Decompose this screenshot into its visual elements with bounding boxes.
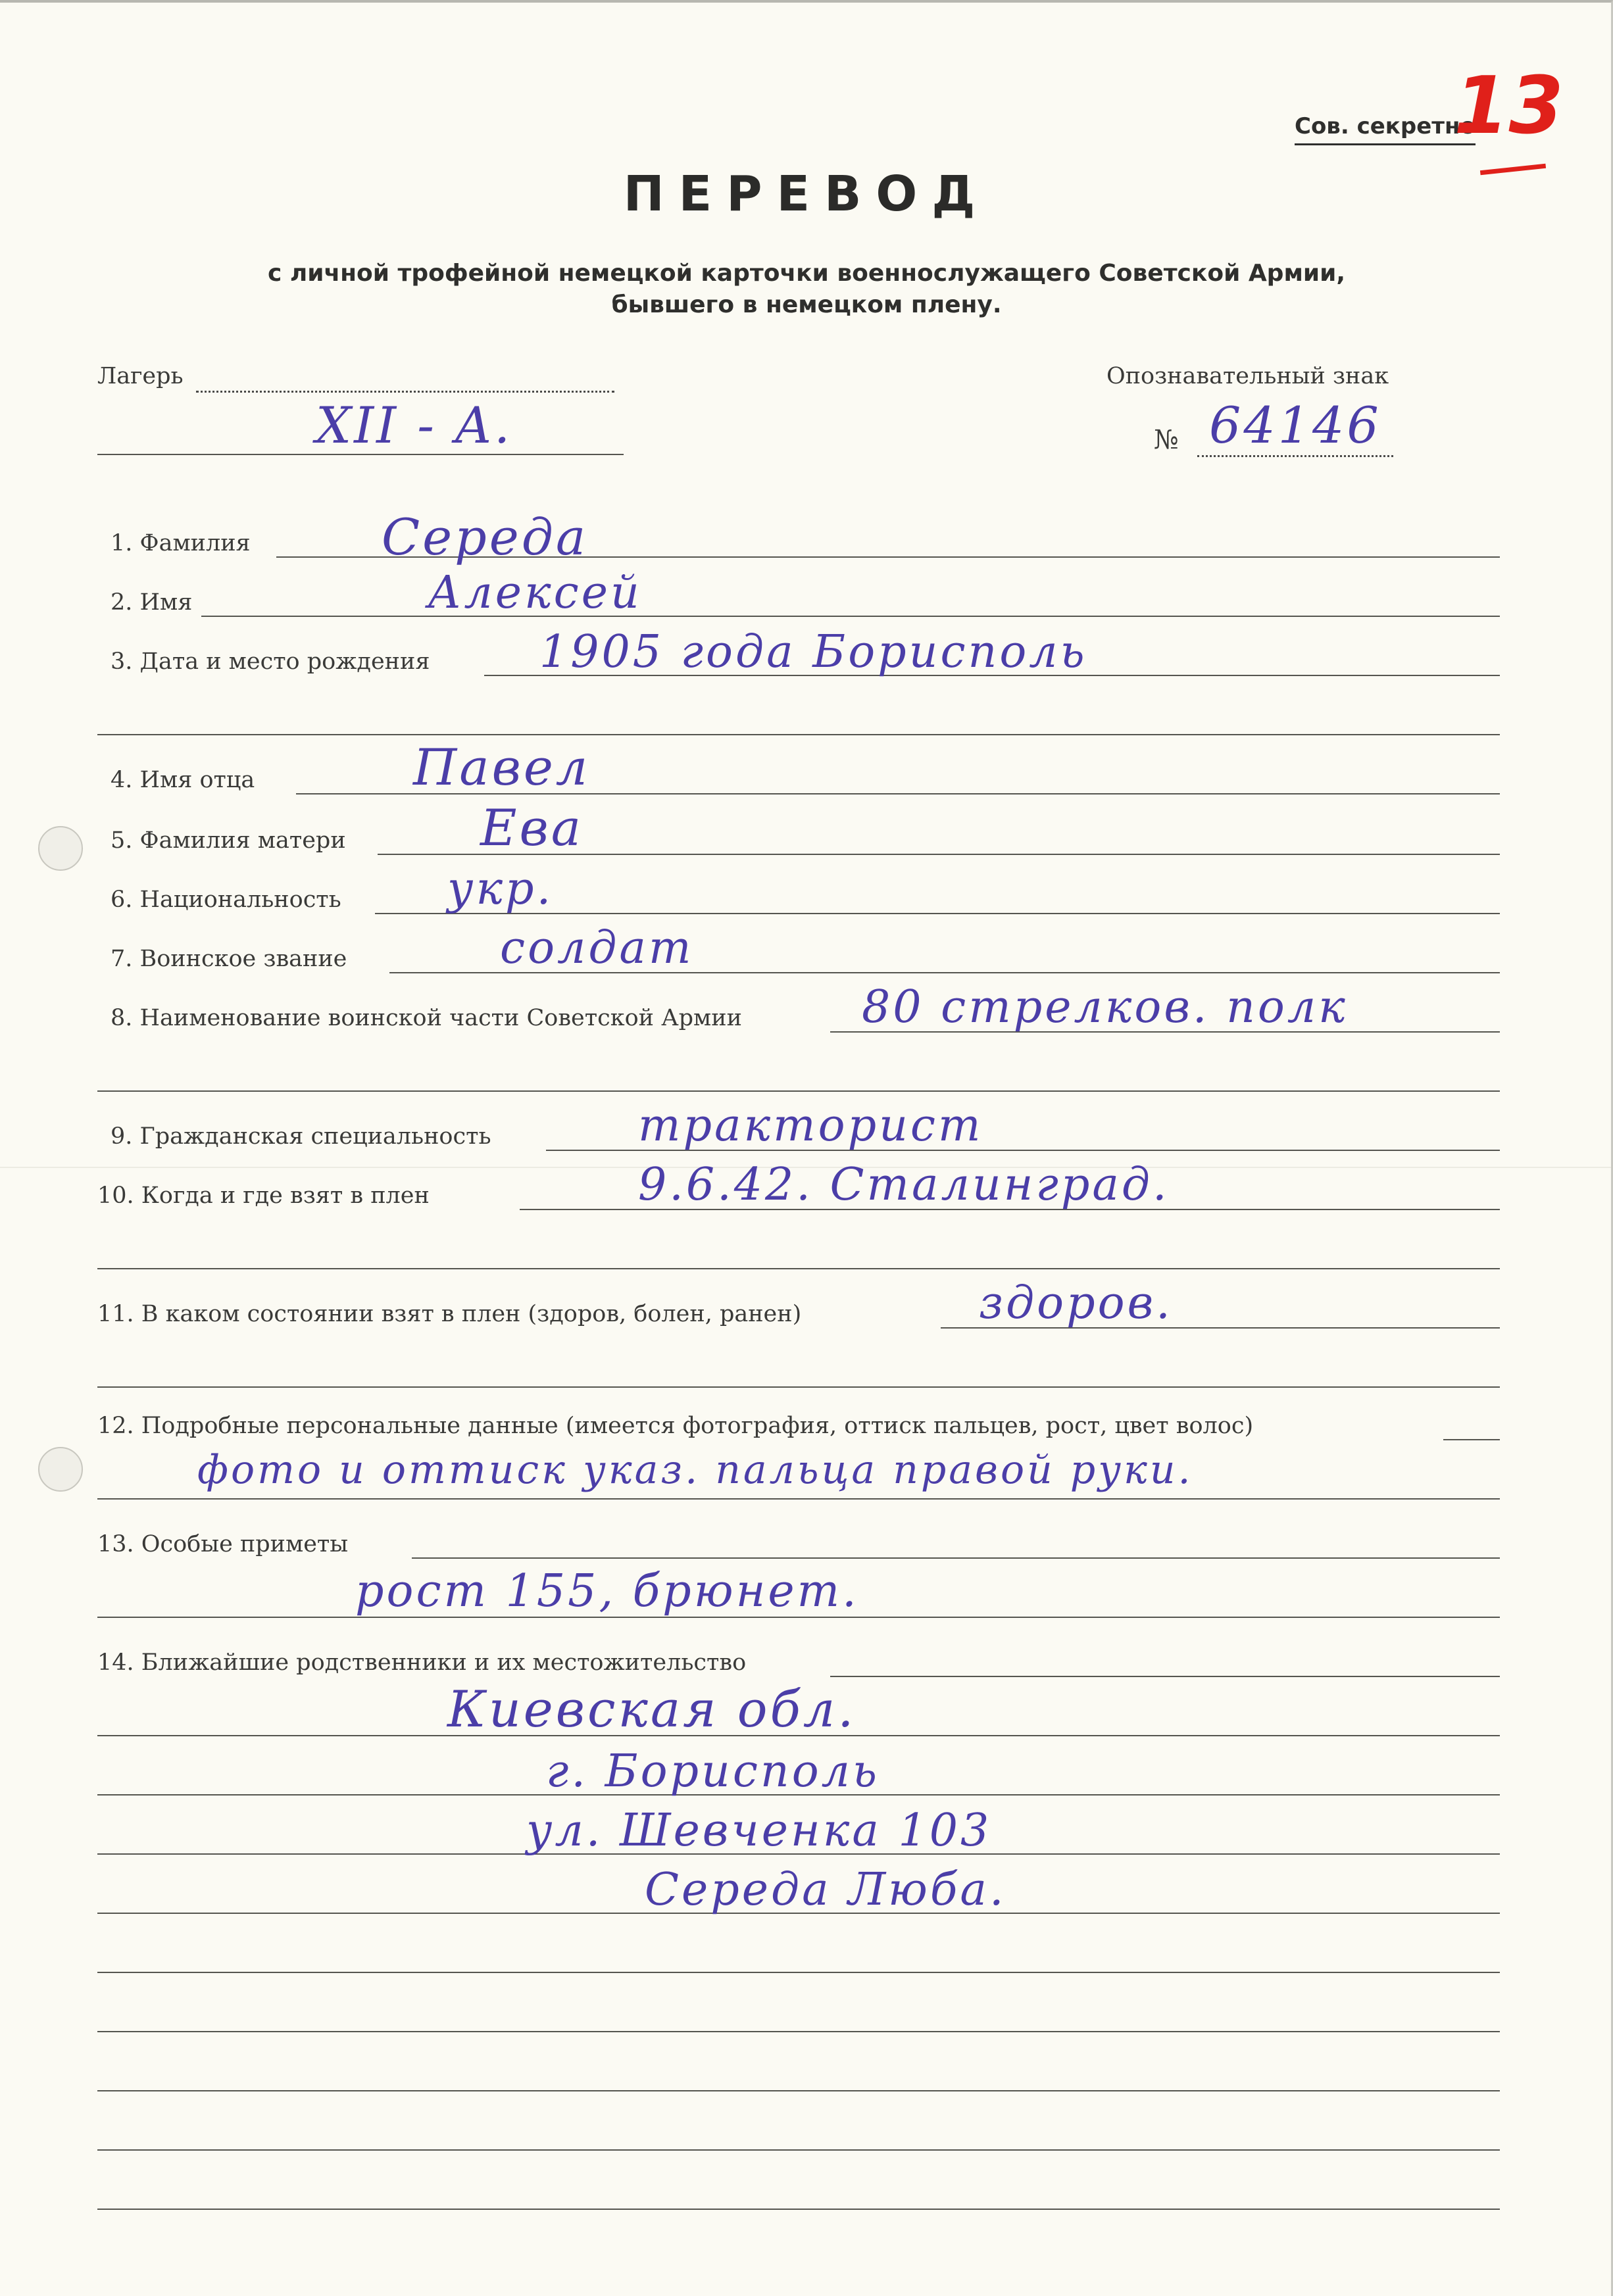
field-rank-value: солдат xyxy=(500,922,694,974)
field-captured-value: 9.6.42. Сталинград. xyxy=(638,1159,1170,1211)
field-nationality-label: 6. Национальность xyxy=(111,887,341,913)
field-features-label: 13. Особые приметы xyxy=(97,1531,349,1557)
field-personal-data-value: фото и оттиск указ. пальца правой руки. xyxy=(197,1447,1193,1493)
field-line xyxy=(1443,1439,1500,1440)
page-number: 13 xyxy=(1454,61,1564,152)
field-line xyxy=(201,616,1500,617)
camp-label: Лагерь xyxy=(97,363,184,389)
field-father-value: Павел xyxy=(413,738,591,796)
field-father-label: 4. Имя отца xyxy=(111,767,255,793)
punch-hole xyxy=(38,826,83,871)
field-mother-value: Ева xyxy=(480,798,584,857)
field-line-extra xyxy=(97,1498,1500,1500)
relatives-street: ул. Шевченка 103 xyxy=(526,1805,992,1857)
id-mark-value: 64146 xyxy=(1209,396,1381,454)
camp-line xyxy=(97,454,624,455)
field-name-value: Алексей xyxy=(428,567,642,619)
id-mark-label: Опознавательный знак xyxy=(1106,363,1389,389)
field-line xyxy=(830,1676,1500,1677)
field-line xyxy=(412,1557,1500,1559)
field-relatives-label: 14. Ближайшие родственники и их местожительство xyxy=(97,1649,747,1676)
field-condition-value: здоров. xyxy=(979,1277,1173,1329)
field-unit-value: 80 стрелков. полк xyxy=(862,981,1348,1033)
field-birth-label: 3. Дата и место рождения xyxy=(111,648,430,675)
relatives-line xyxy=(97,2090,1500,2091)
id-number-prefix: № xyxy=(1154,425,1179,455)
field-surname-label: 1. Фамилия xyxy=(111,530,251,556)
field-condition-label: 11. В каком состоянии взят в плен (здоров, болен, ранен) xyxy=(97,1301,802,1327)
relatives-region: Киевская обл. xyxy=(447,1680,856,1738)
field-captured-label: 10. Когда и где взят в плен xyxy=(97,1183,430,1209)
subtitle-line-1: с личной трофейной немецкой карточки военнослужащего Советской Армии, xyxy=(267,260,1346,287)
relatives-city: г. Борисполь xyxy=(546,1746,880,1797)
field-profession-value: тракторист xyxy=(638,1100,983,1152)
field-profession-label: 9. Гражданская специальность xyxy=(111,1123,491,1150)
relatives-line xyxy=(97,1972,1500,1973)
relatives-line xyxy=(97,2209,1500,2210)
id-dotted-line xyxy=(1197,455,1393,457)
field-surname-value: Середа xyxy=(382,508,589,566)
field-features-value: рост 155, брюнет. xyxy=(355,1565,859,1617)
field-birth-value: 1905 года Борисполь xyxy=(539,626,1087,678)
field-name-label: 2. Имя xyxy=(111,589,193,616)
field-mother-label: 5. Фамилия матери xyxy=(111,827,346,854)
camp-dotted-line xyxy=(196,391,614,393)
relatives-line xyxy=(97,2149,1500,2151)
relatives-person: Середа Люба. xyxy=(645,1864,1006,1916)
relatives-line xyxy=(97,2031,1500,2032)
field-line-extra xyxy=(97,1268,1500,1269)
secret-label: Сов. секретно xyxy=(1295,113,1476,145)
field-line-extra xyxy=(97,734,1500,735)
field-line-extra xyxy=(97,1386,1500,1388)
document-title: ПЕРЕВОД xyxy=(623,166,990,222)
subtitle-line-2: бывшего в немецком плену. xyxy=(611,291,1002,318)
field-unit-label: 8. Наименование воинской части Советской Армии xyxy=(111,1005,742,1031)
field-nationality-value: укр. xyxy=(447,863,554,915)
field-personal-data-label: 12. Подробные персональные данные (имеется фотография, оттиск пальцев, рост, цвет волос) xyxy=(97,1413,1254,1439)
document-subtitle xyxy=(0,258,1613,321)
field-line-extra xyxy=(97,1090,1500,1092)
punch-hole xyxy=(38,1447,83,1492)
field-rank-label: 7. Воинское звание xyxy=(111,946,347,972)
camp-value: XII - A. xyxy=(316,396,513,454)
